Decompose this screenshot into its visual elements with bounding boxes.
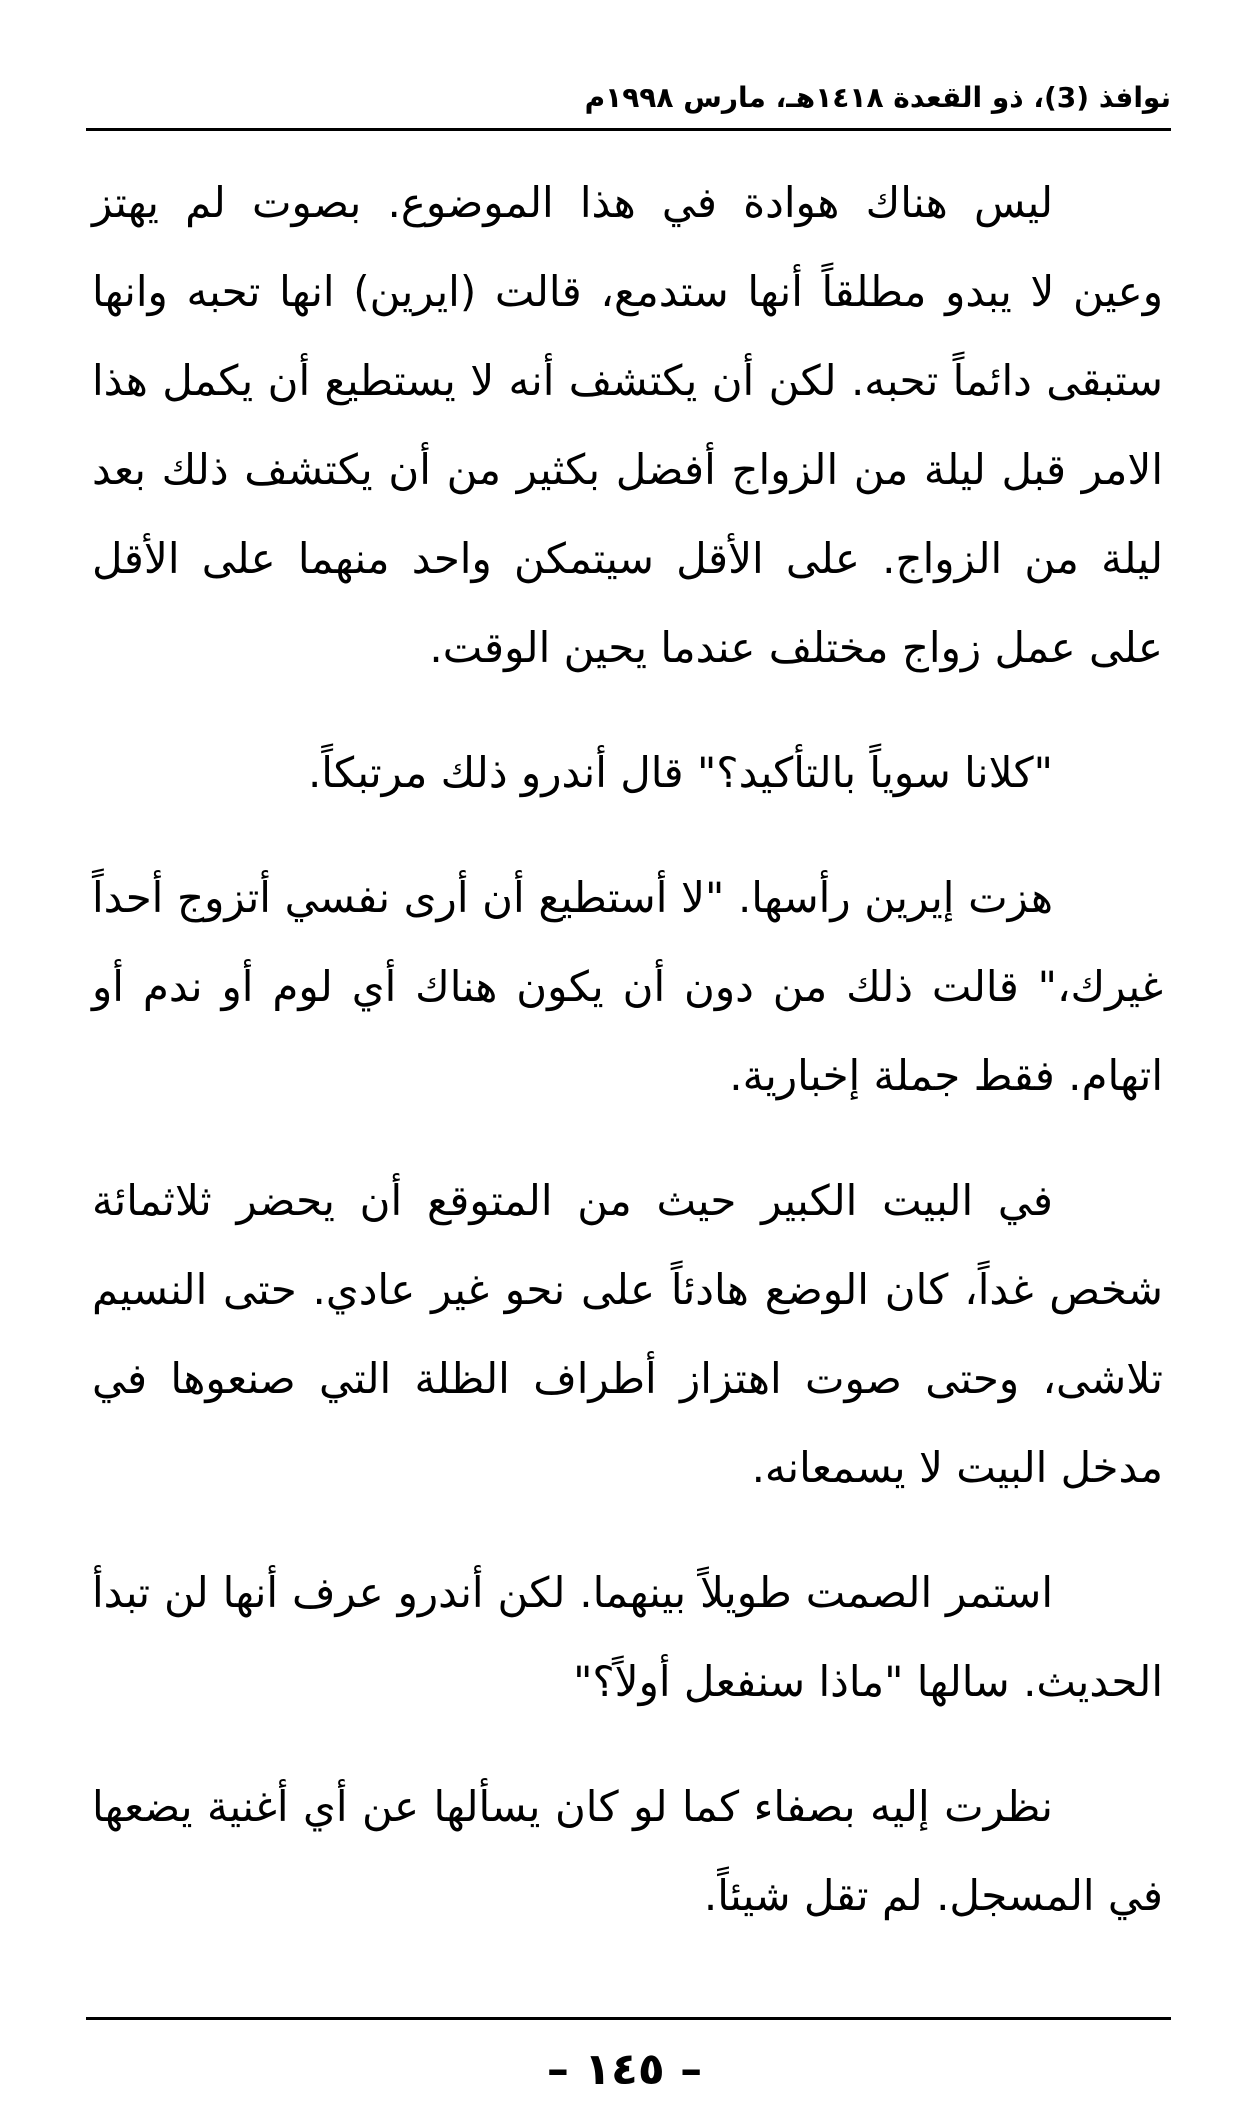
paragraph: ليس هناك هوادة في هذا الموضوع. بصوت لم يهتز وعين لا يبدو مطلقاً أنها ستدمع، قالت (ايرين) انها تحبه وانها ستبقى دائماً تحبه. لكن أن يكتشف أنه لا يستطيع أن يكمل هذا الامر قبل ليلة من الزواج أفضل بكثير من أن يكتشف ذلك بعد ليلة من الزواج. على الأقل سيتمكن واحد منهما على الأقل على عمل زواج مختلف عندما يحين الوقت. <box>92 178 1163 672</box>
paragraph: في البيت الكبير حيث من المتوقع أن يحضر ثلاثمائة شخص غداً، كان الوضع هادئاً على نحو غير عادي. حتى النسيم تلاشى، وحتى صوت اهتزاز أطراف الظلة التي صنعوها في مدخل البيت لا يسمعانه. <box>92 1176 1163 1492</box>
body-text <box>92 158 1163 1940</box>
running-title: نوافذ (3)، ذو القعدة ١٤١٨هـ، مارس ١٩٩٨م <box>584 81 1171 114</box>
running-header <box>86 68 1171 128</box>
paragraph: هزت إيرين رأسها. "لا أستطيع أن أرى نفسي أتزوج أحداً غيرك،" قالت ذلك من دون أن يكون هناك أي لوم أو ندم أو اتهام. فقط جملة إخبارية. <box>92 873 1163 1100</box>
paragraph: "كلانا سوياً بالتأكيد؟" قال أندرو ذلك مرتبكاً. <box>307 748 1053 797</box>
footer-rule <box>86 2017 1171 2020</box>
paragraph: استمر الصمت طويلاً بينهما. لكن أندرو عرف أنها لن تبدأ الحديث. سالها "ماذا سنفعل أولاً؟" <box>92 1568 1163 1706</box>
header-rule <box>86 128 1171 131</box>
paragraph: نظرت إليه بصفاء كما لو كان يسألها عن أي أغنية يضعها في المسجل. لم تقل شيئاً. <box>92 1782 1163 1920</box>
page-number: – ١٤٥ – <box>546 2044 703 2095</box>
